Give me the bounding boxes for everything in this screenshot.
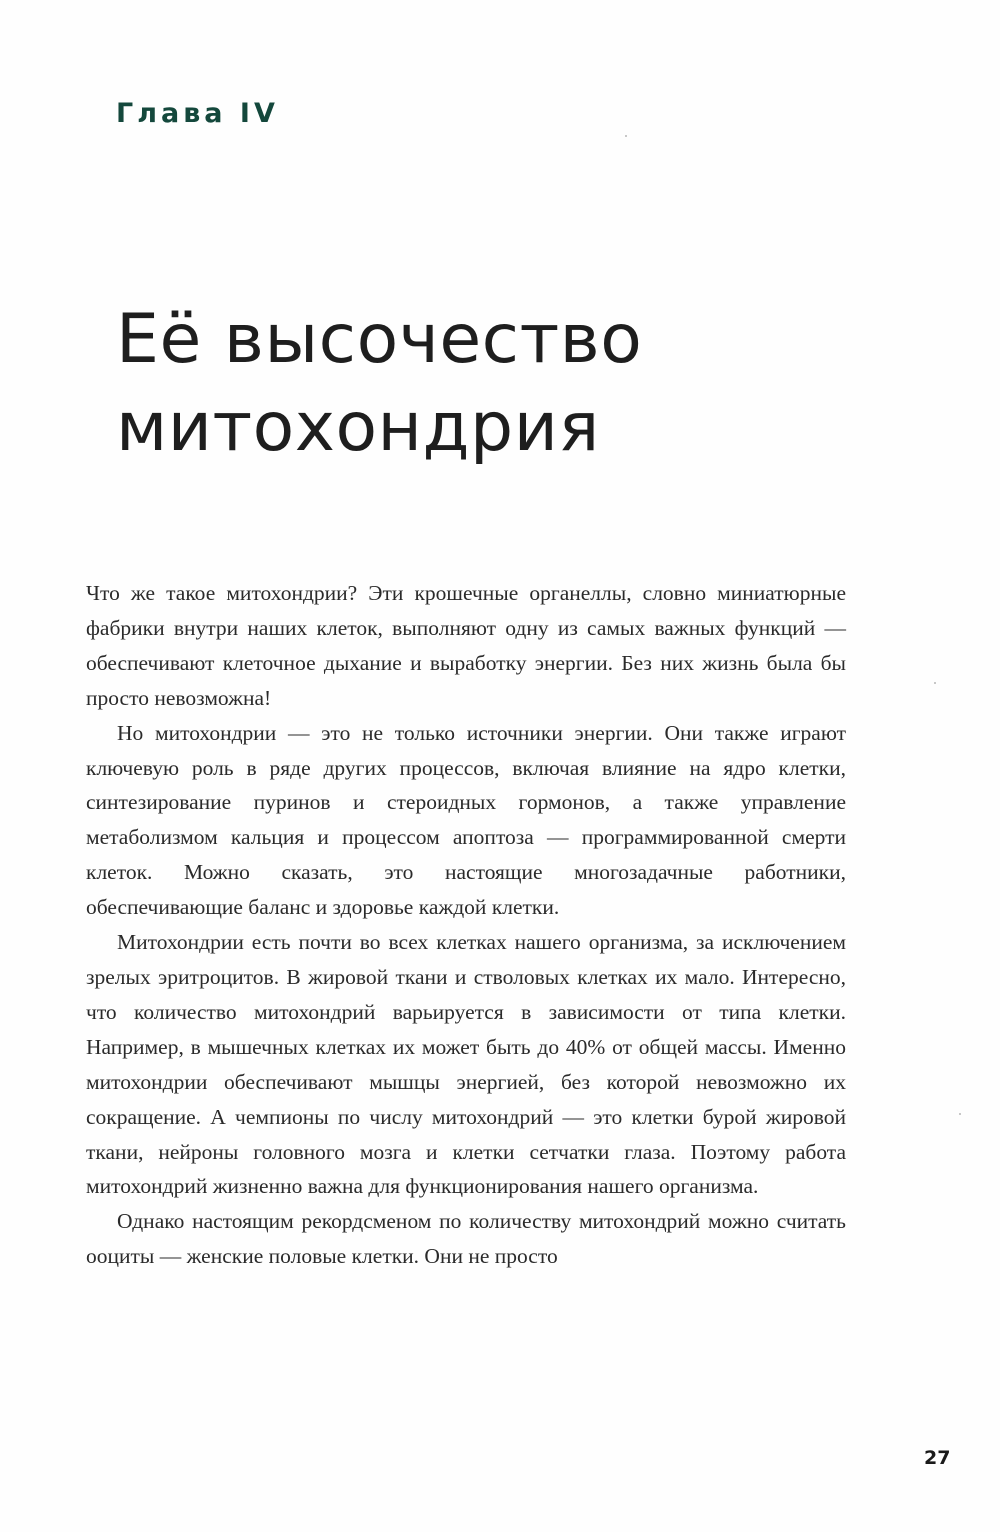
chapter-label: Глава IV bbox=[116, 98, 279, 129]
paragraph-4: Однако настоящим рекордсменом по количеству митохондрий можно считать ооциты — женские половые клетки. Они не просто bbox=[86, 1209, 846, 1269]
chapter-title bbox=[116, 296, 642, 472]
chapter-title-line-2: митохондрия bbox=[116, 388, 600, 467]
body-text bbox=[86, 576, 846, 1274]
page-number: 27 bbox=[924, 1447, 951, 1469]
paper-speck bbox=[934, 682, 936, 684]
paragraph-3: Митохондрии есть почти во всех клетках нашего организма, за исключением зрелых эритроцитов. В жировой ткани и стволовых клетках их мало. Интересно, что количество митохондрий варьируется в зависимости от типа клетки. Например, в мышечных клетках их может быть до 40% от общей массы. Именно митохондрии обеспечивают мышцы энергией, без которой невозможно их сокращение. А чемпионы по числу митохондрий — это клетки бурой жировой ткани, нейроны головного мозга и клетки сетчатки глаза. Поэтому работа митохондрий жизненно важна для функционирования нашего организма. bbox=[86, 930, 846, 1199]
paper-speck bbox=[625, 135, 627, 137]
chapter-title-line-1: Её высочество bbox=[116, 300, 643, 379]
paragraph-1: Что же такое митохондрии? Эти крошечные органеллы, словно миниатюрные фабрики внутри наших клеток, выполняют одну из самых важных функций — обеспечивают клеточное дыхание и выработку энергии. Без них жизнь была бы просто невозможна! bbox=[86, 581, 846, 710]
paragraph-2: Но митохондрии — это не только источники энергии. Они также играют ключевую роль в ряде других процессов, включая влияние на ядро клетки, синтезирование пуринов и стероидных гормонов, а также управление метаболизмом кальция и процессом апоптоза — программированной смерти клеток. Можно сказать, это настоящие многозадачные работники, обеспечивающие баланс и здоровье каждой клетки. bbox=[86, 720, 846, 920]
paper-speck bbox=[959, 1113, 961, 1115]
